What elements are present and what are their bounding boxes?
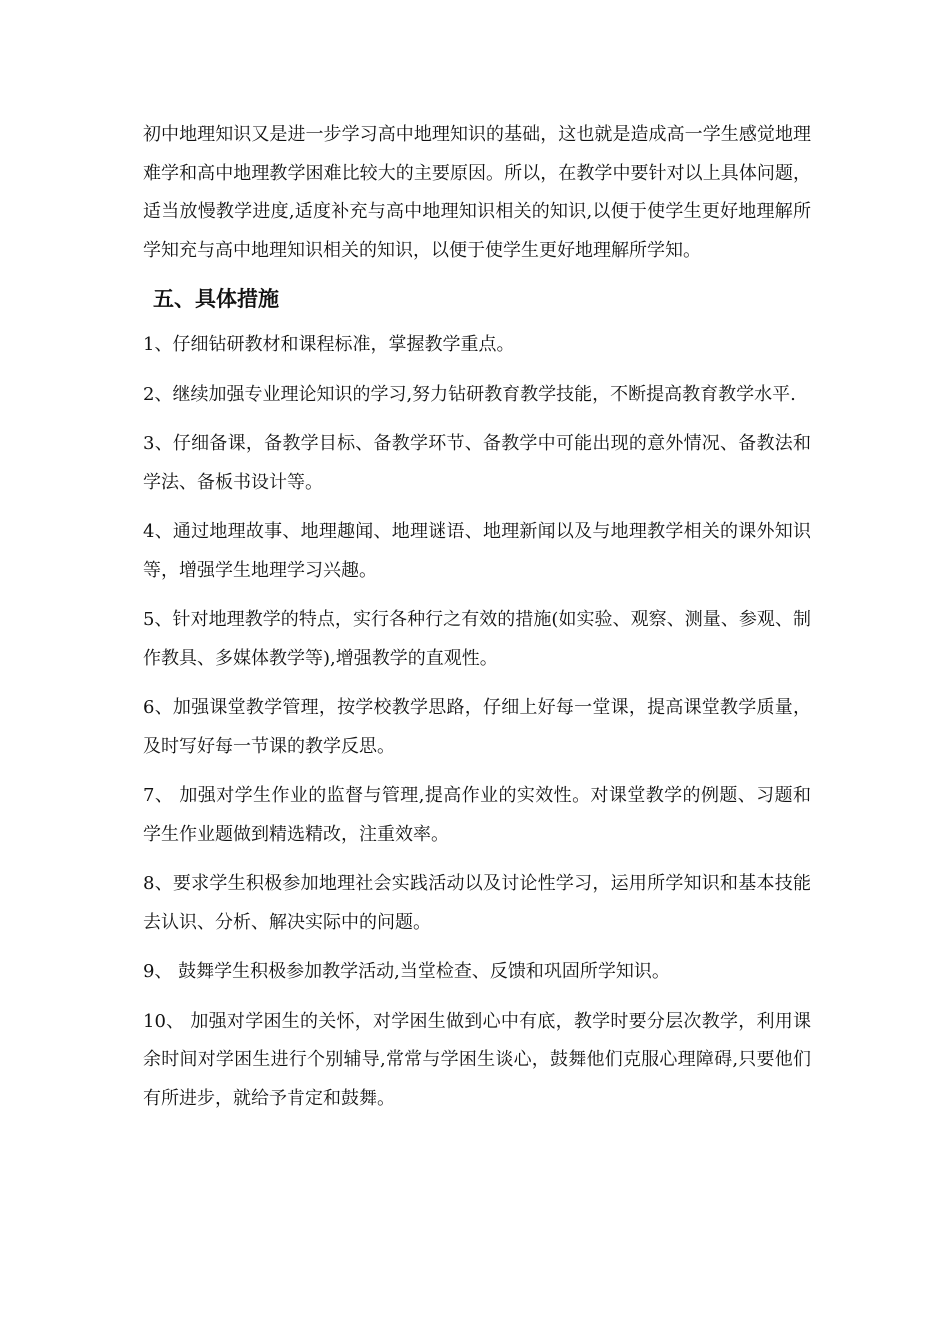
section-heading: 五、具体措施 [153,287,279,311]
measure-item-6: 6、加强课堂教学管理，按学校教学思路，仔细上好每一堂课，提高课堂教学质量，及时写好每一节课的教学反思。 [143,697,811,757]
measure-item-4: 4、通过地理故事、地理趣闻、地理谜语、地理新闻以及与地理教学相关的课外知识等，增强学生地理学习兴趣。 [143,521,811,581]
document-body [143,116,811,1129]
measure-item-10: 10、 加强对学困生的关怀，对学困生做到心中有底，教学时要分层次教学，利用课余时间对学困生进行个别辅导,常常与学困生谈心，鼓舞他们克服心理障碍,只要他们有所进步，就给予肯定和鼓舞。 [143,1010,811,1109]
measure-item-3: 3、仔细备课，备教学目标、备教学环节、备教学中可能出现的意外情况、备教法和学法、备板书设计等。 [143,433,811,493]
measure-item-7: 7、 加强对学生作业的监督与管理,提高作业的实效性。对课堂教学的例题、习题和学生作业题做到精选精改，注重效率。 [143,785,811,845]
measure-item-9: 9、 鼓舞学生积极参加教学活动,当堂检查、反馈和巩固所学知识。 [143,961,670,982]
intro-paragraph: 初中地理知识又是进一步学习高中地理知识的基础，这也就是造成高一学生感觉地理难学和高中地理教学困难比较大的主要原因。所以，在教学中要针对以上具体问题，适当放慢教学进度,适度补充与高中地理知识相关的知识,以便于使学生更好地理解所学知充与高中地理知识相关的知识，以便于使学生更好地理解所学知。 [143,124,811,261]
measure-item-8: 8、要求学生积极参加地理社会实践活动以及讨论性学习，运用所学知识和基本技能去认识、分析、解决实际中的问题。 [143,873,811,933]
measure-item-5: 5、针对地理教学的特点，实行各种行之有效的措施(如实验、观察、测量、参观、制作教具、多媒体教学等),增强教学的直观性。 [143,609,811,669]
measure-item-1: 1、仔细钻研教材和课程标准，掌握教学重点。 [143,334,515,355]
measure-item-2: 2、继续加强专业理论知识的学习,努力钻研教育教学技能，不断提高教育教学水平. [143,383,796,405]
